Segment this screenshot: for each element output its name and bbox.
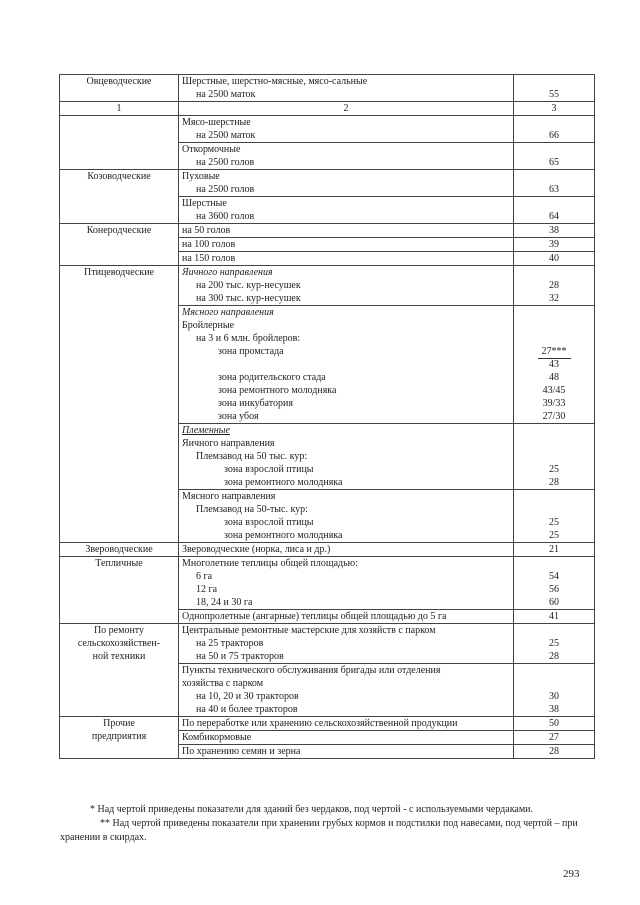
table-row [60,75,595,102]
category-cell: Конеродческие [60,224,179,266]
category-cell: Птицеводческие [60,266,179,543]
category-cell: Звероводческие [60,543,179,557]
value-cell: 66 [514,116,595,143]
value-cell: 54 56 60 [514,557,595,610]
description-cell: По переработке или хранению сельскохозяйственной продукции [179,717,514,731]
description-cell: Яичного направления на 200 тыс. кур-несушек на 300 тыс. кур-несушек [179,266,514,306]
fraction-denominator: 43 [549,359,559,370]
description-cell: Однопролетные (ангарные) теплицы общей площадью до 5 га [179,610,514,624]
table-row [60,543,595,557]
table-row [60,224,595,238]
value-cell: 21 [514,543,595,557]
value-cell: 65 [514,143,595,170]
footnotes [60,803,590,845]
category-cell: Тепличные [60,557,179,624]
fraction-numerator: 27*** [538,345,571,359]
description-cell: Шерстные на 3600 голов [179,197,514,224]
description-cell: Пуховые на 2500 голов [179,170,514,197]
description-cell: на 100 голов [179,238,514,252]
category-cell [60,116,179,170]
column-number-row: 1 2 3 [60,102,595,116]
value-cell: 64 [514,197,595,224]
description-cell: Мясо-шерстные на 2500 маток [179,116,514,143]
value-cell: 25 25 [514,490,595,543]
footnote: ** Над чертой приведены показатели при хранении грубых кормов и подстилки под навесами, под чертой – при хранении в скирдах. [60,818,578,843]
description-cell: на 150 голов [179,252,514,266]
table-row [60,170,595,197]
standards-table [59,74,595,759]
value-cell: 50 [514,717,595,731]
value-cell: 39 [514,238,595,252]
category-cell: По ремонту сельскохозяйствен- ной техники [60,624,179,717]
table-row [60,624,595,664]
description-cell: Центральные ремонтные мастерские для хозяйств с парком на 25 тракторов на 50 и 75 тракторов [179,624,514,664]
description-cell: Племенные Яичного направления Племзавод на 50 тыс. кур: зона взрослой птицы зона ремонтного молодняка [179,424,514,490]
description-cell: Комбикормовые [179,731,514,745]
description-cell: Звероводческие (норка, лиса и др.) [179,543,514,557]
description-cell: Пункты технического обслуживания бригады или отделения хозяйства с парком на 10, 20 и 30 тракторов на 40 и более тракторов [179,664,514,717]
table-row [60,717,595,731]
description-cell: на 50 голов [179,224,514,238]
value-cell: 25 28 [514,424,595,490]
value-cell: 63 [514,170,595,197]
value-cell: 40 [514,252,595,266]
value-cell: 28 32 [514,266,595,306]
category-cell: Овцеводческие [60,75,179,102]
table-row [60,266,595,306]
page-number: 293 [563,868,580,880]
description-cell: Откормочные на 2500 голов [179,143,514,170]
description-cell: По хранению семян и зерна [179,745,514,759]
value-cell: 27*** 43 48 43/45 39/33 27/30 [514,306,595,424]
value-cell: 25 28 [514,624,595,664]
value-cell: 55 [514,75,595,102]
description-cell: Многолетние теплицы общей площадью: 6 га 12 га 18, 24 и 30 га [179,557,514,610]
category-cell: Прочие предприятия [60,717,179,759]
value-cell: 28 [514,745,595,759]
table-row [60,557,595,610]
description-cell: Мясного направления Племзавод на 50-тыс. кур: зона взрослой птицы зона ремонтного молодняка [179,490,514,543]
table-row [60,116,595,143]
description-cell: Шерстные, шерстно-мясные, мясо-сальные на 2500 маток [179,75,514,102]
category-cell: Козоводческие [60,170,179,224]
value-cell: 38 [514,224,595,238]
value-cell: 30 38 [514,664,595,717]
value-cell: 27 [514,731,595,745]
footnote: * Над чертой приведены показатели для зданий без чердаков, под чертой - с используемыми чердаками. [90,804,534,815]
value-cell: 41 [514,610,595,624]
description-cell: Мясного направления Бройлерные на 3 и 6 млн. бройлеров: зона промстада зона родительского стада зона ремонтного молодняка зона инкубатория зона убоя [179,306,514,424]
